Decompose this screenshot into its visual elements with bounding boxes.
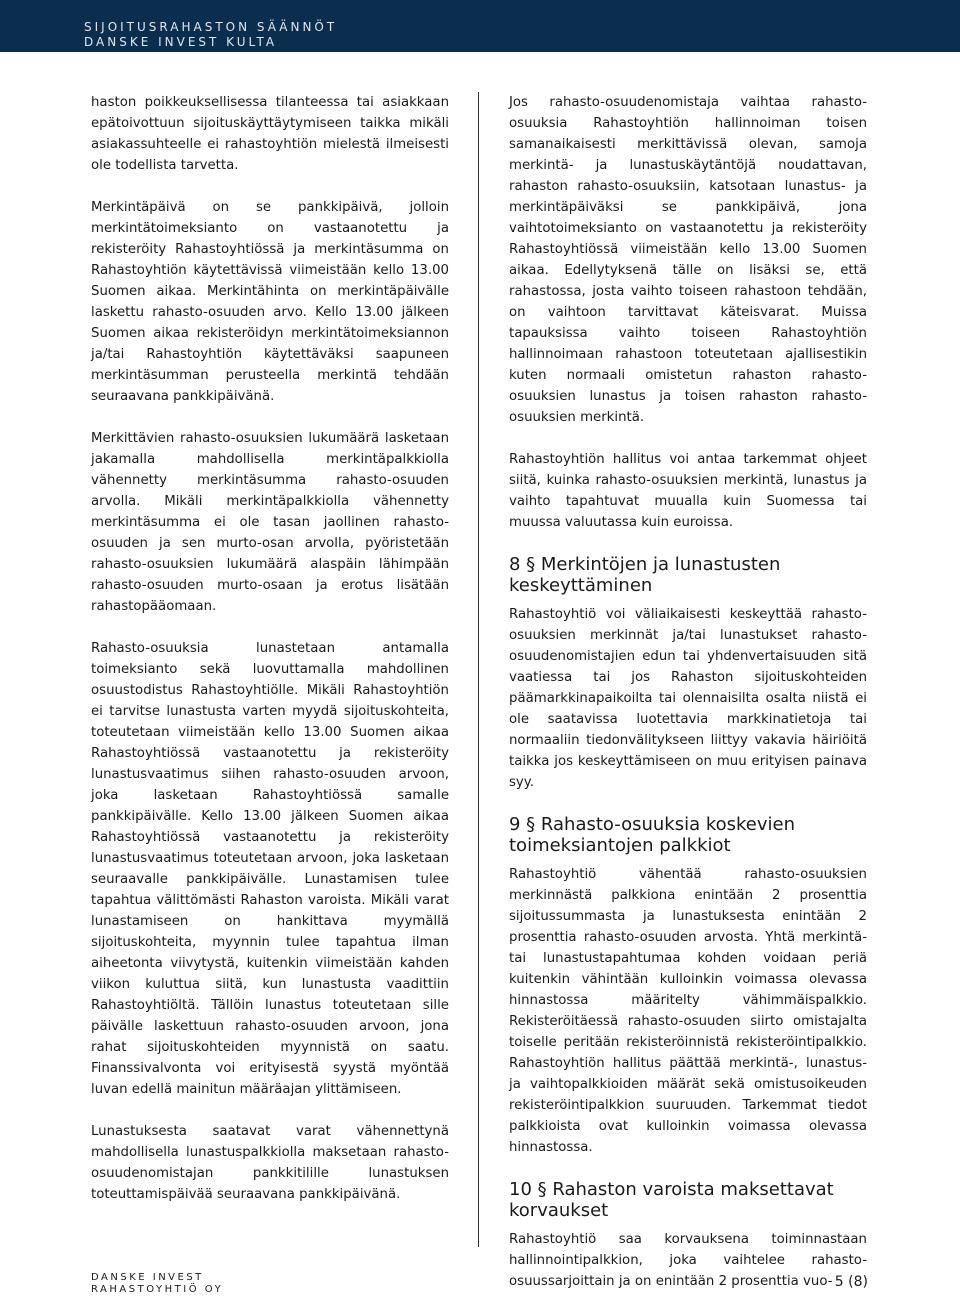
paragraph: Jos rahasto-osuudenomistaja vaihtaa rahasto-osuuksia Rahastoyhtiön hallinnoiman toisen samanaikaisesti merkittävissä olevan, samoja merkintä- ja lunastuskäytäntöjä noudattavan, rahaston rahasto-osuuksiin, katsotaan lunastus- ja merkintäpäiväksi se pankkipäivä, jona vaihtotoimeksianto on vastaanotettu ja rekisteröity Rahastoyhtiössä viimeistään kello 13.00 Suomen aikaa. Edellytyksenä tälle on lisäksi se, että rahastossa, josta vaihto toiseen rahastoon tehdään, on vaihtoon tarvittavat käteisvarat. Muissa tapauksissa vaihto toiseen Rahastoyhtiön hallinnoimaan rahastoon toteutetaan ajallisestikin kuten normaali omistetun rahaston rahasto-osuuksien lunastus ja toisen rahaston rahasto-osuuksien merkintä. — [509, 95, 867, 425]
paragraph: Rahastoyhtiö voi väliaikaisesti keskeyttää rahasto-osuuksien merkinnät ja/tai lunastukset rahasto-osuudenomistajien edun tai yhdenvertaisuuden sitä vaatiessa tai jos Rahaston sijoituskohteiden päämarkkinapaikoilta tai olennaisilta osalta niistä ei ole saatavissa luotettavia markkinatietoja tai normaaliin tiedonvälitykseen liittyy vakavia häiriöitä taikka jos keskeyttämiseen on muu erityisen painava syy. — [509, 607, 867, 790]
section-heading-10: 10 § Rahaston varoista maksettavat korvaukset — [509, 1179, 834, 1221]
right-column — [509, 92, 867, 1313]
paragraph: Merkintäpäivä on se pankkipäivä, jolloin merkintätoimeksianto on vastaanotettu ja rekisteröity Rahastoyhtiössä ja merkintäsumma on Rahastoyhtiön käytettävissä viimeistään kello 13.00 Suomen aikaa. Merkintähinta on merkintäpäivälle laskettu rahasto-osuuden arvo. Kello 13.00 jälkeen Suomen aikaa rekisteröidyn merkintätoimeksiannon ja/tai Rahastoyhtiön käytettäväksi saapuneen merkintäsumman perusteella merkintä tehdään seuraavana pankkipäivänä. — [91, 200, 449, 404]
paragraph: Rahasto-osuuksia lunastetaan antamalla toimeksianto sekä luovuttamalla mahdollinen osuustodistus Rahastoyhtiölle. Mikäli Rahastoyhtiön ei tarvitse lunastusta varten myydä sijoituskohteita, toteutetaan viimeistään kello 13.00 Suomen aikaa Rahastoyhtiössä vastaanotettu ja rekisteröity lunastusvaatimus siihen rahasto-osuuden arvoon, joka lasketaan Rahastoyhtiössä samalle pankkipäivälle. Kello 13.00 jälkeen Suomen aikaa Rahastoyhtiössä vastaanotettu ja rekisteröity lunastusvaatimus toteutetaan arvoon, joka lasketaan seuraavalle pankkipäivälle. Lunastamisen tulee tapahtua välittömästi Rahaston varoista. Mikäli varat lunastamiseen on hankittava myymällä sijoituskohteita, myynnin tulee tapahtua ilman aiheetonta viivytystä, kuitenkin viimeistään kahden viikon kuluttua siitä, kun lunastusta vaadittiin Rahastoyhtiöltä. Tällöin lunastus toteutetaan sille päivälle laskettuun rahasto-osuuden arvoon, jona rahat sijoituskohteiden myynnistä on saatu. Finanssivalvonta voi erityisestä syystä myöntää luvan edellä mainitun määräajan ylittämiseen. — [91, 641, 449, 1097]
document-header — [0, 0, 960, 52]
paragraph: haston poikkeuksellisessa tilanteessa tai asiakkaan epätoivottuun sijoituskäyttäytymiseen taikka mikäli asiakassuhteelle ei rahastoyhtiön mielestä ilmeisesti ole todellista tarvetta. — [91, 95, 449, 173]
left-column — [91, 92, 449, 1226]
footer-brand — [91, 1272, 223, 1296]
header-title: SIJOITUSRAHASTON SÄÄNNÖT — [84, 20, 338, 34]
column-divider — [478, 92, 479, 1247]
paragraph: Merkittävien rahasto-osuuksien lukumäärä lasketaan jakamalla mahdollisella merkintäpalkkiolla vähennetty merkintäsumma rahasto-osuuden arvolla. Mikäli merkintäpalkkiolla vähennetty merkintäsumma ei ole tasan jaollinen rahasto-osuuden ja sen murto-osan arvolla, pyöristetään rahasto-osuuksien lukumäärä alaspäin lähimpään rahasto-osuuden murto-osaan ja erotus lisätään rahastopääomaan. — [91, 431, 449, 614]
paragraph: Rahastoyhtiön hallitus voi antaa tarkemmat ohjeet siitä, kuinka rahasto-osuuksien merkintä, lunastus ja vaihto tapahtuvat muualla kuin Suomessa tai muussa valuutassa kuin euroissa. — [509, 452, 867, 530]
paragraph: Lunastuksesta saatavat varat vähennettynä mahdollisella lunastuspalkkiolla maksetaan rahasto-osuudenomistajan pankkitilille lunastuksen toteuttamispäivää seuraavana pankkipäivänä. — [91, 1124, 449, 1202]
paragraph: Rahastoyhtiö vähentää rahasto-osuuksien merkinnästä palkkiona enintään 2 prosenttia sijoitussummasta ja lunastuksesta enintään 2 prosenttia rahasto-osuuden arvosta. Yhtä merkintä- tai lunastustapahtumaa kohden voidaan periä kuitenkin vähintään kulloinkin voimassa olevassa hinnastossa määritelty vähimmäispalkkio. Rekisteröitäessä rahasto-osuuden siirto omistajalta toiselle peritään rekisteröinnistä rekisteröintipalkkio. Rahastoyhtiön hallitus päättää merkintä-, lunastus- ja vaihtopalkkioiden määrät sekä omistusoikeuden rekisteröintipalkkion suuruuden. Tarkemmat tiedot palkkioista ovat kulloinkin voimassa olevassa hinnastossa. — [509, 867, 867, 1155]
paragraph: Rahastoyhtiö saa korvauksena toiminnastaan hallinnointipalkkion, joka vaihtelee rahasto-osuussarjoittain ja on enintään 2 prosenttia vuo- — [509, 1232, 867, 1289]
footer-brand-line2: RAHASTOYHTIÖ OY — [91, 1284, 224, 1295]
section-heading-9: 9 § Rahasto-osuuksia koskevien toimeksiantojen palkkiot — [509, 814, 796, 856]
header-subtitle: DANSKE INVEST KULTA — [84, 35, 278, 49]
page-number: 5 (8) — [834, 1274, 868, 1290]
footer-brand-line1: DANSKE INVEST — [91, 1272, 204, 1283]
section-heading-8: 8 § Merkintöjen ja lunastusten keskeyttäminen — [509, 554, 781, 596]
